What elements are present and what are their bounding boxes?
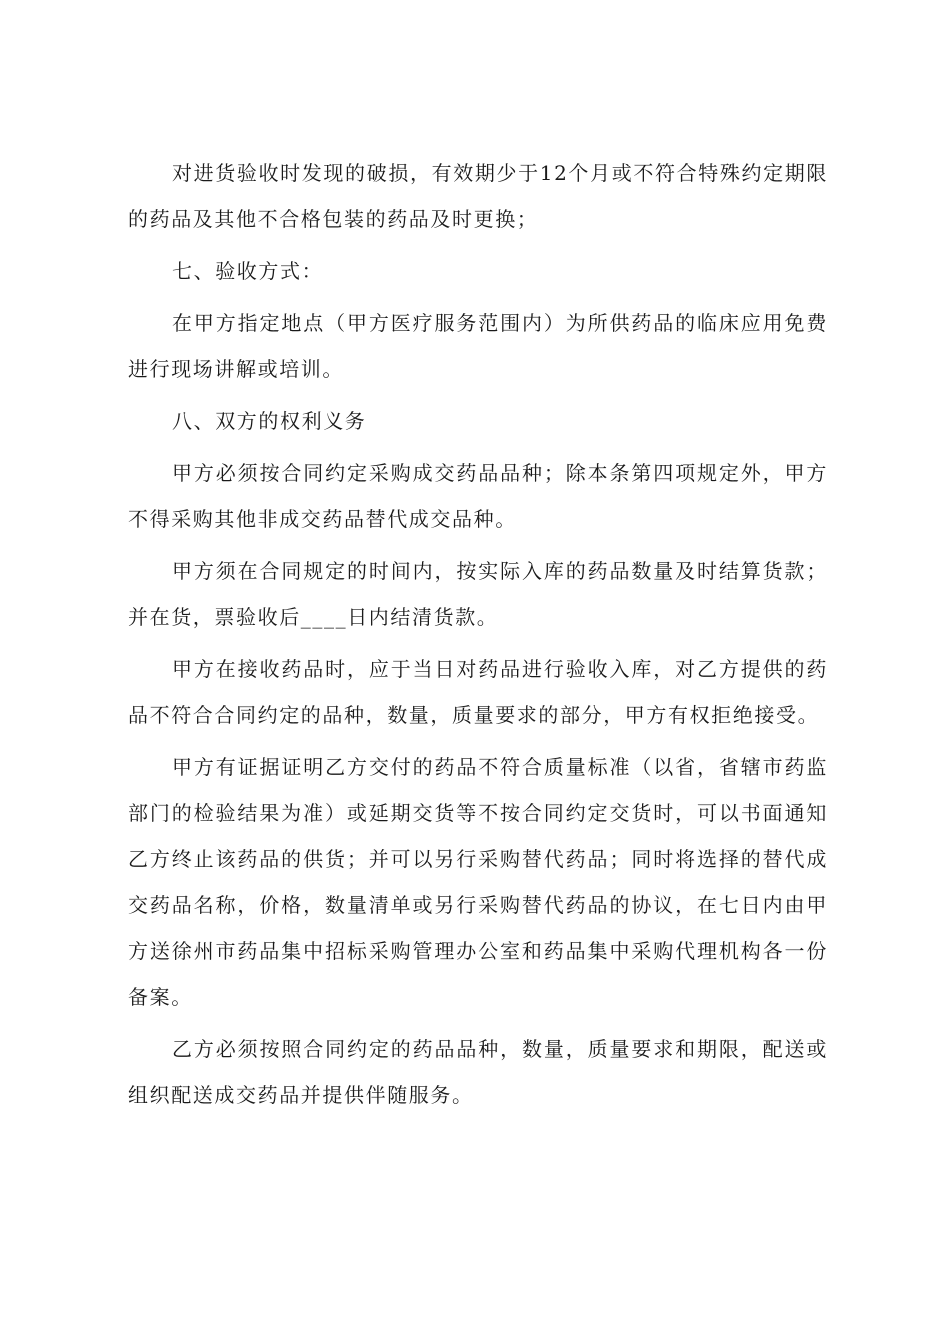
heading-acceptance-method: 七、验收方式： [172, 259, 324, 283]
paragraph-quality-termination: 甲方有证据证明乙方交付的药品不符合质量标准（以省，省辖市药监部门的检验结果为准）或延期交货等不按合同约定交货时，可以书面通知乙方终止该药品的供货；并可以另行采购替代药品；同时将选择的替代成交药品名称，价格，数量清单或另行采购替代药品的协议，在七日内由甲方送徐州市药品集中招标采购管理办公室和药品集中采购代理机构各一份备案。 [128, 755, 828, 1009]
paragraph-payment-settlement: 甲方须在合同规定的时间内，按实际入库的药品数量及时结算货款；并在货，票验收后____日内结清货款。 [128, 559, 828, 629]
paragraph-replacement-terms: 对进货验收时发现的破损，有效期少于12个月或不符合特殊约定期限的药品及其他不合格包装的药品及时更换； [128, 161, 828, 231]
paragraph-supplier-delivery: 乙方必须按照合同约定的药品品种，数量，质量要求和期限，配送或组织配送成交药品并提供伴随服务。 [128, 1037, 828, 1107]
paragraph-receipt-inspection: 甲方在接收药品时，应于当日对药品进行验收入库，对乙方提供的药品不符合合同约定的品种，数量，质量要求的部分，甲方有权拒绝接受。 [128, 657, 828, 727]
paragraph-purchase-obligation: 甲方必须按合同约定采购成交药品品种；除本条第四项规定外，甲方不得采购其他非成交药品替代成交品种。 [128, 461, 828, 531]
heading-rights-obligations: 八、双方的权利义务 [172, 409, 367, 433]
paragraph-onsite-training: 在甲方指定地点（甲方医疗服务范围内）为所供药品的临床应用免费进行现场讲解或培训。 [128, 311, 828, 381]
document-body [128, 150, 828, 1118]
